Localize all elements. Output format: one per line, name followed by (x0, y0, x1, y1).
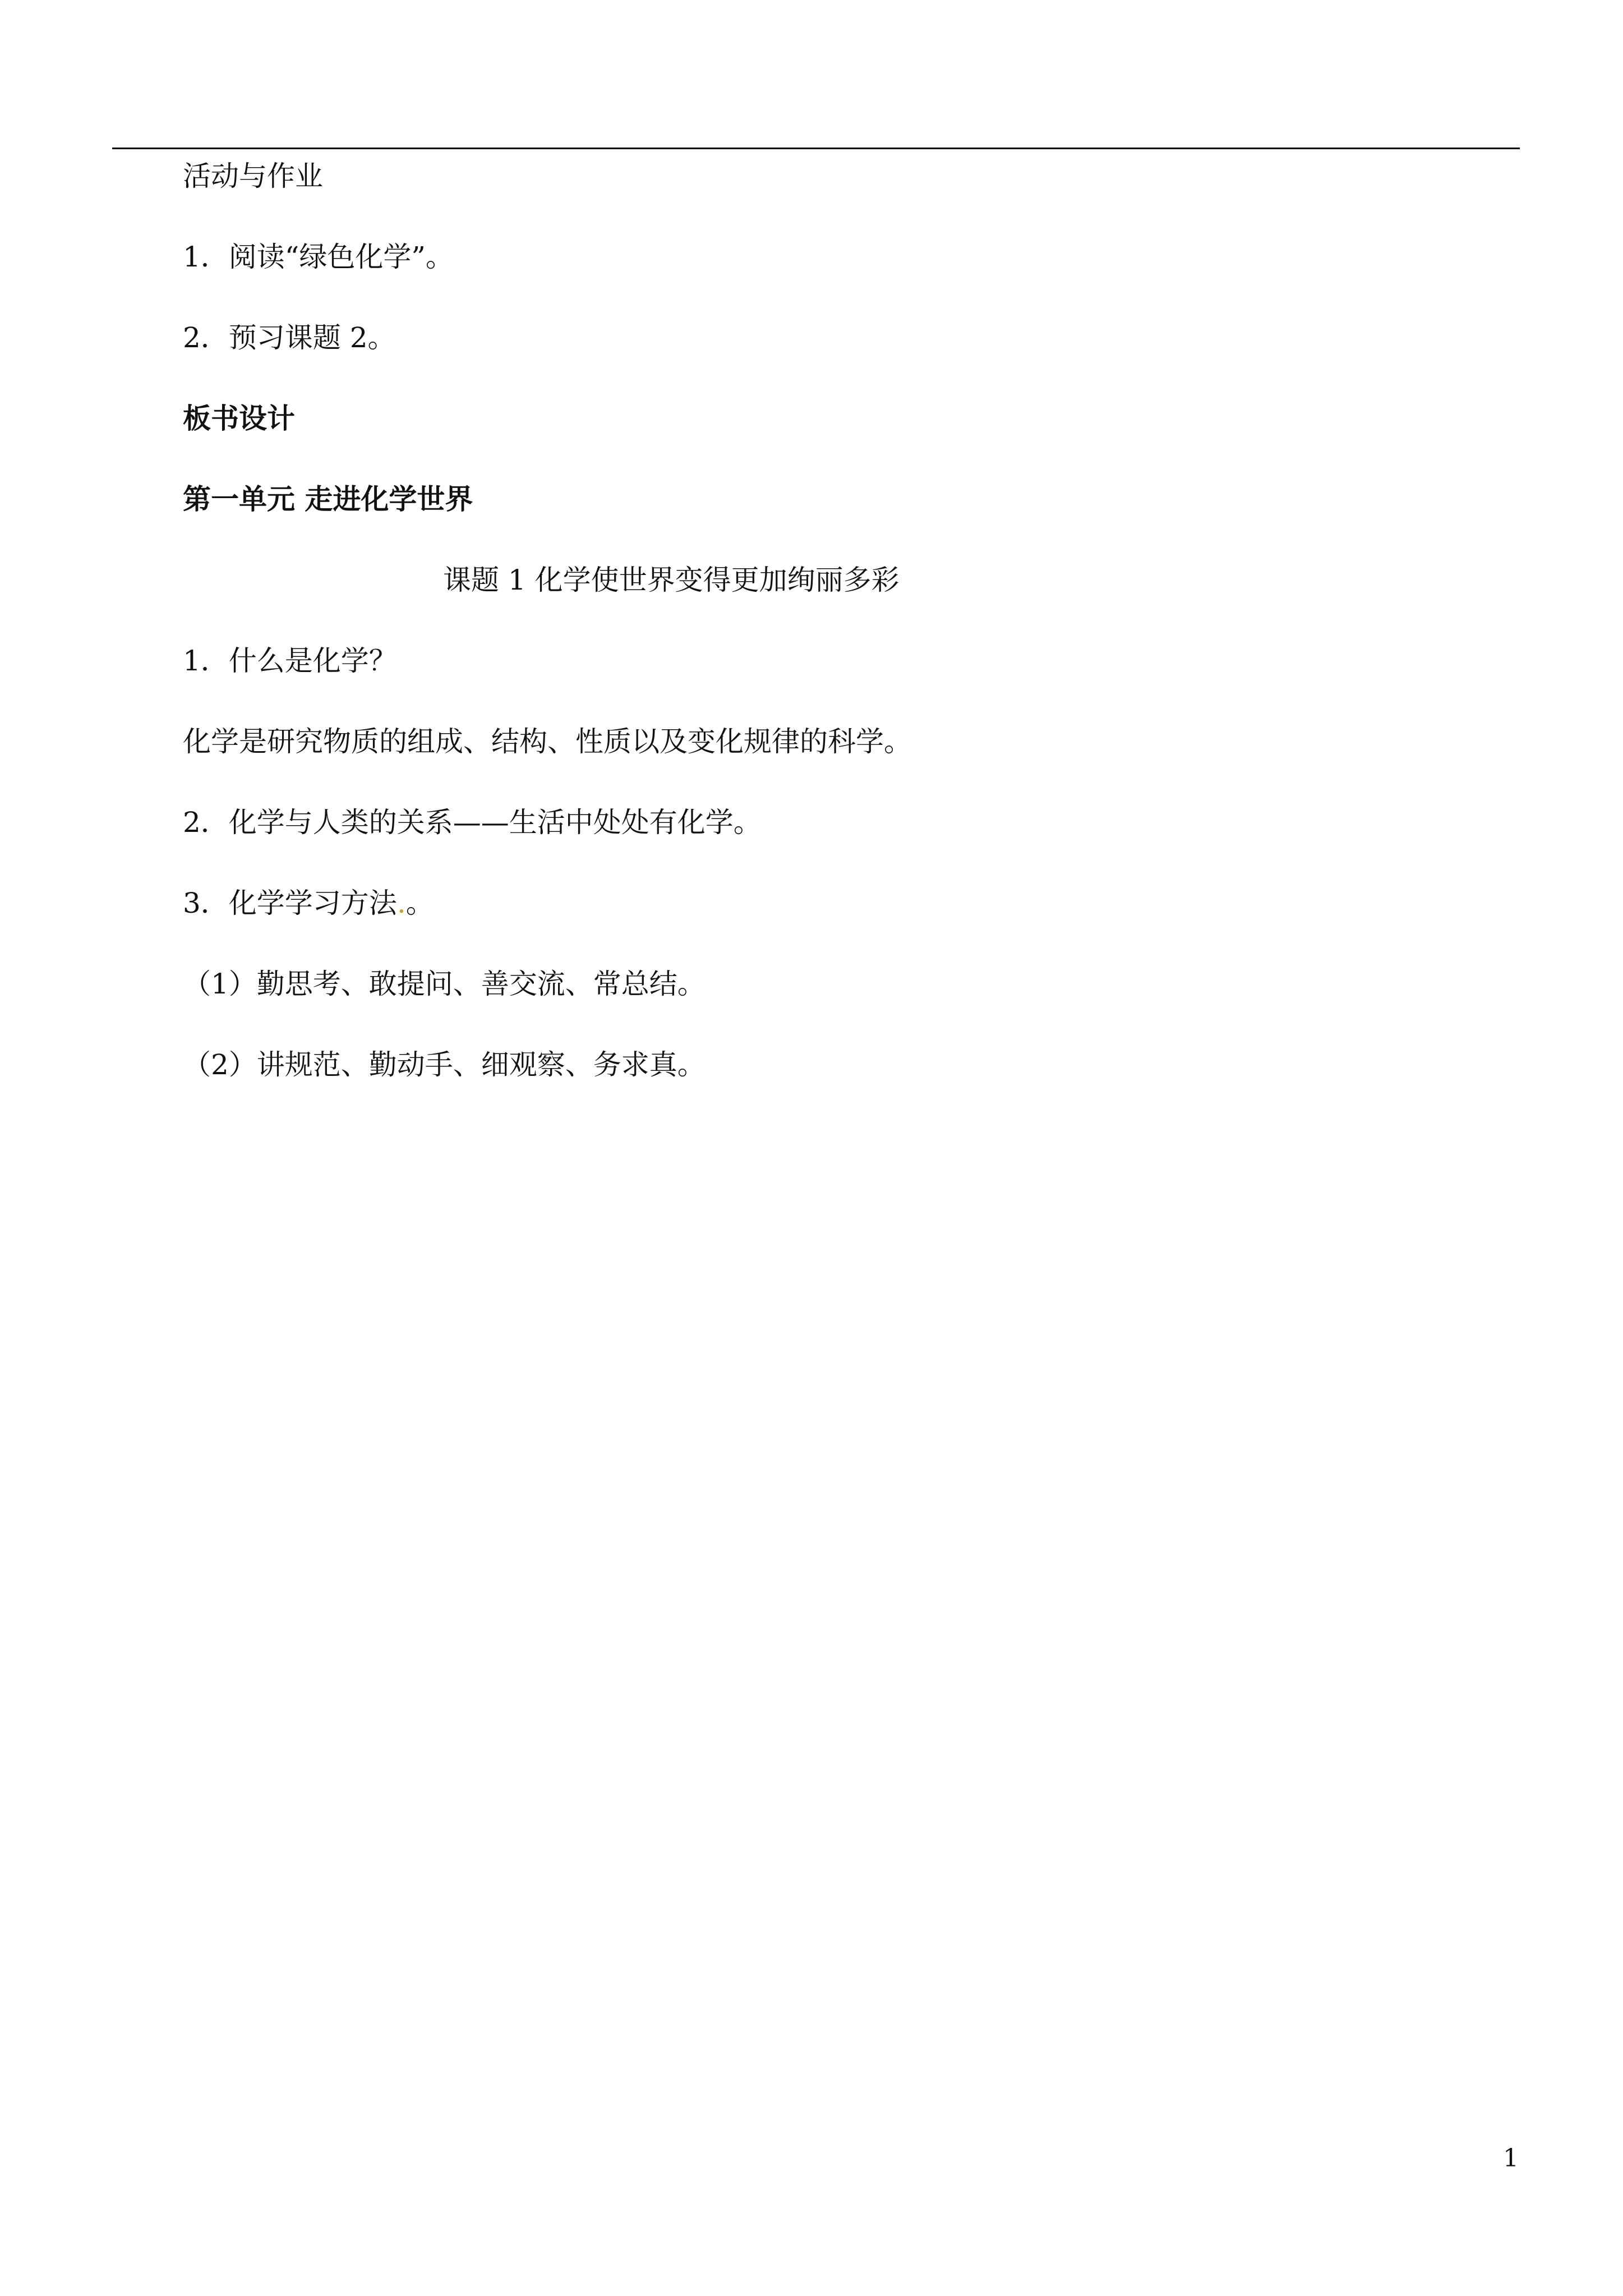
header-rule (112, 148, 1520, 149)
lesson-title: 课题 1 化学使世界变得更加绚丽多彩 (443, 564, 900, 596)
unit-title: 第一单元 走进化学世界 (183, 482, 473, 516)
board-item-what-is-chemistry: 1．什么是化学？ (183, 645, 397, 677)
learning-methods-text: 3．化学学习方法 (183, 887, 397, 919)
yellow-dot-mark: . (396, 887, 406, 919)
page-number: 1 (1503, 2144, 1519, 2173)
board-item-learning-methods (183, 886, 434, 920)
method-item-2: （2）讲规范、勤动手、细观察、务求真。 (183, 1048, 706, 1081)
section-label: 活动与作业 (183, 160, 323, 192)
board-item-relationship: 2．化学与人类的关系——生活中处处有化学。 (183, 806, 762, 839)
method-item-1: （1）勤思考、敢提问、善交流、常总结。 (183, 968, 706, 1000)
board-item-definition: 化学是研究物质的组成、结构、性质以及变化规律的科学。 (183, 725, 912, 758)
activity-item-2: 2．预习课题 2。 (183, 321, 396, 354)
activity-item-1: 1．阅读“绿色化学”。 (183, 241, 454, 273)
board-heading: 板书设计 (183, 402, 295, 435)
learning-methods-period: 。 (405, 887, 434, 919)
